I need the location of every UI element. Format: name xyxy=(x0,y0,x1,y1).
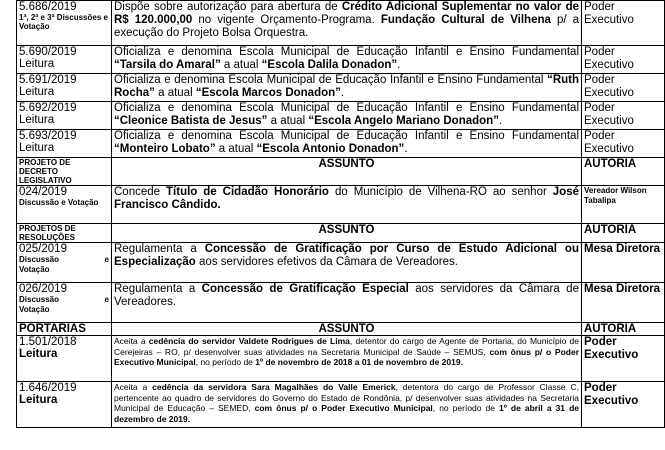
bold-text-run: Concessão de Gratificação Especial xyxy=(201,283,409,295)
resolucao-author xyxy=(582,243,665,283)
section-autoria xyxy=(582,158,665,186)
section-label xyxy=(17,224,112,243)
text-run: a atual xyxy=(267,115,309,127)
project-author xyxy=(582,102,665,130)
rich-text xyxy=(114,283,579,309)
bold-text-run: “Cleonice Batista de Jesus” xyxy=(114,115,268,127)
project-author xyxy=(582,1,665,46)
phase-word: Votação xyxy=(19,264,50,274)
resolucao-number: 026/2019 xyxy=(19,283,67,295)
project-phase: Leitura xyxy=(19,58,55,70)
project-id-cell xyxy=(17,46,112,74)
table-row xyxy=(17,46,665,74)
portaria-number: 1.646/2019 xyxy=(19,382,77,394)
resolucao-description xyxy=(112,283,582,323)
author-text: Mesa Diretora xyxy=(584,243,661,255)
project-phase: Leitura xyxy=(19,142,55,154)
text-run: a atual xyxy=(154,87,196,99)
table-row xyxy=(17,186,665,224)
text-run: . xyxy=(340,87,345,99)
table-row xyxy=(17,243,665,283)
project-number: 5.692/2019 xyxy=(19,102,77,114)
bold-text-run: Fundação Cultural de Vilhena xyxy=(380,14,551,26)
bold-text-run: Título de Cidadão Honorário xyxy=(166,186,329,198)
bold-text-run: “Tarsila do Amaral” xyxy=(114,59,221,71)
phase-word: Votação xyxy=(19,304,50,314)
text-run: Concede xyxy=(114,186,167,198)
project-author xyxy=(582,46,665,74)
portaria-number: 1.501/2018 xyxy=(19,336,77,348)
project-phase: 1ª, 2ª e 3ª Discussões e Votação xyxy=(19,13,108,31)
phase-word: Discussão xyxy=(19,295,60,304)
bold-text-run: cedência do servidor Valdete Rodrigues de Lima xyxy=(148,336,350,346)
resolucao-phase xyxy=(19,295,109,305)
autoria-header: AUTORIA xyxy=(584,224,637,236)
resolucao-phase xyxy=(19,255,109,265)
autoria-header: AUTORIA xyxy=(584,323,637,335)
bold-text-run: com ônus p/ o Poder Executivo Municipal xyxy=(254,403,433,413)
project-id-cell xyxy=(17,74,112,102)
bold-text-run: cedência da servidora Sara Magalhães do Valle Emerick xyxy=(152,382,396,392)
text-run: . xyxy=(397,59,401,71)
assunto-header: ASSUNTO xyxy=(318,323,375,335)
author-text: Poder Executivo xyxy=(584,382,639,407)
table-row xyxy=(17,130,665,158)
rich-text xyxy=(114,336,579,368)
resolucao-description xyxy=(112,243,582,283)
text-run: Oficializa e denomina Escola Municipal de Educação Infantil e Ensino Fundamental xyxy=(114,46,579,58)
author-text: Vereador Wilson Tabalipa xyxy=(584,186,647,205)
phase-word: e xyxy=(104,295,109,304)
project-number: 5.693/2019 xyxy=(19,130,77,142)
project-phase: Leitura xyxy=(19,114,55,126)
project-description xyxy=(112,46,582,74)
bold-text-run: “Escola Antonio Donadon” xyxy=(256,143,405,155)
text-run: Aceita a xyxy=(114,336,149,346)
project-description xyxy=(112,130,582,158)
bold-text-run: “Escola Angelo Mariano Donadon” xyxy=(308,115,499,127)
author-text: Poder Executivo xyxy=(584,1,634,26)
table-row xyxy=(17,382,665,428)
text-run: Aceita a xyxy=(114,382,153,392)
portaria-author xyxy=(582,336,665,382)
phase-word: Discussão xyxy=(19,255,60,264)
bold-text-run: José Francisco Cândido. xyxy=(114,186,579,211)
text-run: p/ a execução do Projeto Bolsa Orquestra. xyxy=(114,14,579,39)
rich-text xyxy=(114,186,579,212)
text-run: , no período de xyxy=(432,403,500,413)
text-run: Oficializa e denomina Escola Municipal de Educação Infantil e Ensino Fundamental xyxy=(114,74,548,86)
project-description xyxy=(112,102,582,130)
decreto-description xyxy=(112,186,582,224)
section-title: PROJETOS DE RESOLUÇÕES xyxy=(19,224,76,242)
project-description xyxy=(112,1,582,46)
table-row xyxy=(17,102,665,130)
table-row xyxy=(17,1,665,46)
section-header-row xyxy=(17,224,665,243)
section-assunto xyxy=(112,224,582,243)
resolucao-number: 025/2019 xyxy=(19,243,67,255)
table-row xyxy=(17,336,665,382)
section-title: PROJETO DE DECRETO LEGISLATIVO xyxy=(19,158,72,185)
project-number: 5.686/2019 xyxy=(19,1,77,13)
portaria-description xyxy=(112,336,582,382)
section-assunto xyxy=(112,158,582,186)
text-run: Oficializa e denomina Escola Municipal de Educação Infantil e Ensino Fundamental xyxy=(114,102,579,114)
decreto-author xyxy=(582,186,665,224)
assunto-header: ASSUNTO xyxy=(318,158,375,170)
section-autoria xyxy=(582,323,665,336)
text-run: Oficializa e denomina Escola Municipal de Educação Infantil e Ensino Fundamental xyxy=(114,130,579,142)
project-number: 5.691/2019 xyxy=(19,74,77,86)
bold-text-run: Concessão de Gratificação por Curso de Estudo Adicional ou Especialização xyxy=(114,243,579,268)
section-assunto xyxy=(112,323,582,336)
section-label xyxy=(17,323,112,336)
project-number: 5.690/2019 xyxy=(19,46,77,58)
decreto-phase: Discussão e Votação xyxy=(19,198,99,207)
section-label xyxy=(17,158,112,186)
author-text: Poder Executivo xyxy=(584,74,634,99)
project-id-cell xyxy=(17,102,112,130)
resolucao-id-cell xyxy=(17,243,112,283)
portaria-id-cell xyxy=(17,382,112,428)
bold-text-run: “Monteiro Lobato” xyxy=(114,143,216,155)
project-description xyxy=(112,74,582,102)
section-header-row xyxy=(17,158,665,186)
text-run: no vigente Orçamento-Programa. xyxy=(192,14,381,26)
section-title: PORTARIAS xyxy=(19,323,86,335)
decreto-id-cell xyxy=(17,186,112,224)
text-run: a atual xyxy=(215,143,257,155)
bold-text-run: “Escola Marcos Donadon” xyxy=(195,87,341,99)
rich-text xyxy=(114,243,579,269)
rich-text xyxy=(114,382,579,424)
resolucao-author xyxy=(582,283,665,323)
portaria-id-cell xyxy=(17,336,112,382)
text-run: Regulamenta a xyxy=(114,283,202,295)
portaria-description xyxy=(112,382,582,428)
rich-text xyxy=(114,1,579,40)
text-run: do Município de Vilhena-RO ao senhor xyxy=(328,186,553,198)
agenda-table xyxy=(16,0,665,428)
bold-text-run: 1º de novembro de 2018 a 01 de novembro de 2019. xyxy=(255,357,463,367)
text-run: , detentora do cargo de Professor Classe C, pertencente ao quadro de servidores do Governo do Estado de Rondônia, p/ desenvolver suas atividades na Secretaria Municipal de Educação – SEMED, xyxy=(114,382,580,413)
assunto-header: ASSUNTO xyxy=(318,224,375,236)
text-run: , detentor do cargo de Agente de Portaria, do Município de Cerejeiras – RO, p/ desenvolver suas atividades na Secretaria Municipal de Saúde – SEMUS, xyxy=(114,336,579,357)
bold-text-run: 1º de abril a 31 de dezembro de 2019. xyxy=(114,403,579,424)
author-text: Mesa Diretora xyxy=(584,283,661,295)
author-text: Poder Executivo xyxy=(584,130,634,155)
rich-text xyxy=(114,130,579,156)
rich-text xyxy=(114,74,579,100)
author-text: Poder Executivo xyxy=(584,46,634,71)
project-phase: Leitura xyxy=(19,86,55,98)
author-text: Poder Executivo xyxy=(584,102,634,127)
rich-text xyxy=(114,102,579,128)
text-run: . xyxy=(498,115,503,127)
section-header-row xyxy=(17,323,665,336)
portaria-phase: Leitura xyxy=(19,394,58,406)
bold-text-run: “Escola Dalila Donadon” xyxy=(261,59,398,71)
bold-text-run: “Ruth Rocha” xyxy=(114,74,579,99)
rich-text xyxy=(114,46,579,72)
phase-word: e xyxy=(104,255,109,264)
portaria-author xyxy=(582,382,665,428)
decreto-number: 024/2019 xyxy=(19,186,67,198)
text-run: aos servidores da Câmara de Vereadores. xyxy=(114,283,579,308)
bold-text-run: Crédito Adicional Suplementar no valor de R$ 120.000,00 xyxy=(114,1,579,26)
autoria-header: AUTORIA xyxy=(584,158,637,170)
portaria-phase: Leitura xyxy=(19,348,58,360)
text-run: Regulamenta a xyxy=(114,243,205,255)
project-author xyxy=(582,130,665,158)
section-autoria xyxy=(582,224,665,243)
text-run: Dispõe sobre autorização para abertura de xyxy=(114,1,342,13)
project-author xyxy=(582,74,665,102)
bold-text-run: com ônus p/ o Poder Executivo Municipal xyxy=(114,346,580,367)
author-text: Poder Executivo xyxy=(584,336,639,361)
table-row xyxy=(17,74,665,102)
resolucao-id-cell xyxy=(17,283,112,323)
text-run: . xyxy=(404,143,408,155)
project-id-cell xyxy=(17,130,112,158)
project-id-cell xyxy=(17,1,112,46)
text-run: aos servidores efetivos da Câmara de Vereadores. xyxy=(195,256,458,268)
text-run: , no período de xyxy=(195,357,256,367)
text-run: a atual xyxy=(220,59,262,71)
table-row xyxy=(17,283,665,323)
